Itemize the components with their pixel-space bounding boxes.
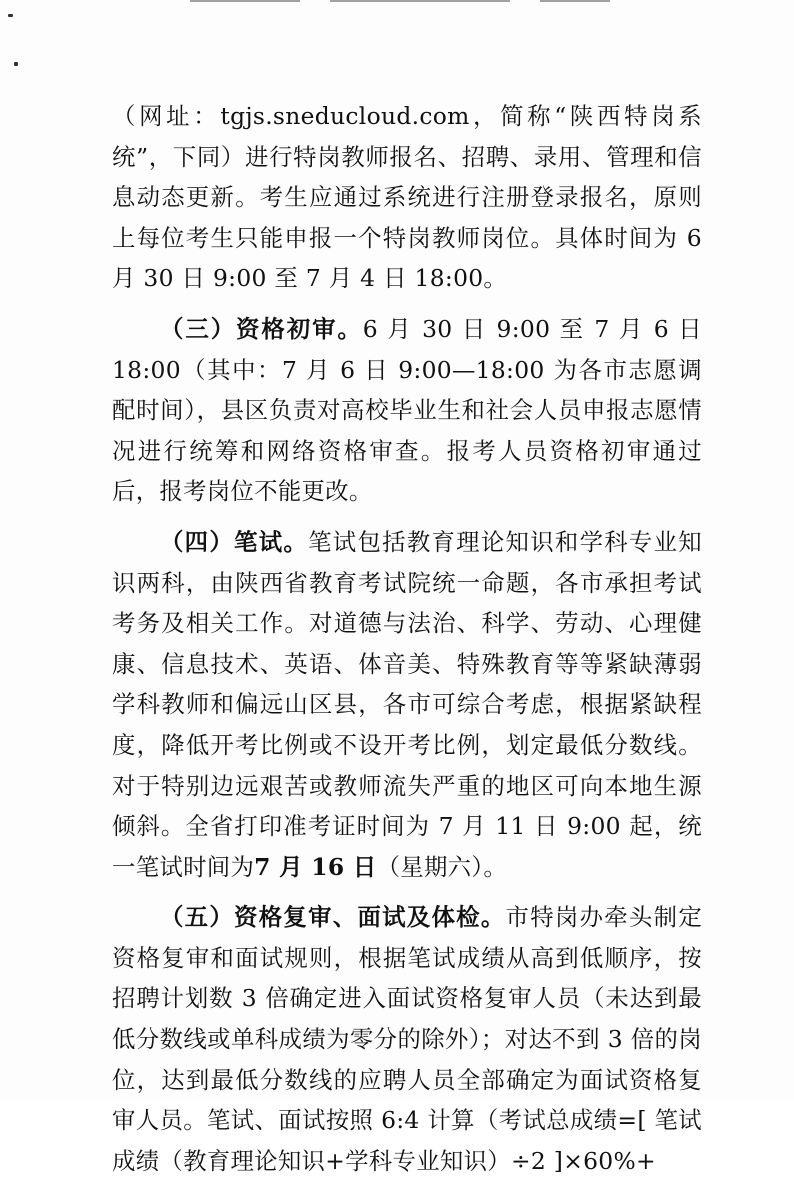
section-heading: （四）笔试。 (160, 527, 309, 556)
paragraph-text: （网址：tgjs.sneducloud.com，简称“陕西特岗系统”，下同）进行特岗教师报名、招聘、录用、管理和信息动态更新。考生应通过系统进行注册登录报名，原则上每位考生只能申报一个特岗教师岗位。具体时间为 6 月 30 日 9:00 至 7 月 4 日 18:00。 (112, 102, 702, 293)
document-body (112, 96, 702, 1181)
scan-top-edge (190, 0, 300, 2)
section-heading: （三）资格初审。 (160, 314, 363, 343)
paragraph-registration (112, 96, 702, 299)
paragraph-text: （星期六）。 (376, 852, 508, 881)
scan-speck (8, 14, 13, 17)
paragraph-text: 6 月 30 日 9:00 至 7 月 6 日 18:00（其中：7 月 6 日 9:00—18:00 为各市志愿调配时间），县区负责对高校毕业生和社会人员申报志愿情况进行统筹和网络资格审查。报考人员资格初审通过后，报考岗位不能更改。 (112, 314, 702, 506)
scan-top-edge (540, 0, 610, 2)
paragraph-text: 笔试包括教育理论知识和学科专业知识两科，由陕西省教育考试院统一命题，各市承担考试考务及相关工作。对道德与法治、科学、劳动、心理健康、信息技术、英语、体音美、特殊教育等等紧缺薄弱学科教师和偏远山区县，各市可综合考虑，根据紧缺程度，降低开考比例或不设开考比例，划定最低分数线。对于特别边远艰苦或教师流失严重的地区可向本地生源倾斜。全省打印准考证时间为 7 月 11 日 9:00 起，统一笔试时间为 (112, 527, 702, 881)
paragraph-text: 市特岗办牵头制定资格复审和面试规则，根据笔试成绩从高到低顺序，按招聘计划数 3 倍确定进入面试资格复审人员（未达到最低分数线或单科成绩为零分的除外）；对达不到 3 倍的岗位，达到最低分数线的应聘人员全部确定为面试资格复审人员。笔试、面试按照 6:4 计算（考试总成绩=[ 笔试成绩（教育理论知识+学科专业知识）÷2 ]×60%+ (112, 903, 703, 1175)
exam-date: 7 月 16 日 (254, 852, 377, 881)
scan-top-edge (330, 0, 510, 2)
paragraph-review-interview (112, 897, 702, 1181)
section-heading: （五）资格复审、面试及体检。 (160, 903, 506, 932)
paragraph-written-exam (112, 522, 702, 887)
paragraph-initial-review (112, 309, 702, 512)
scan-speck (14, 62, 18, 66)
